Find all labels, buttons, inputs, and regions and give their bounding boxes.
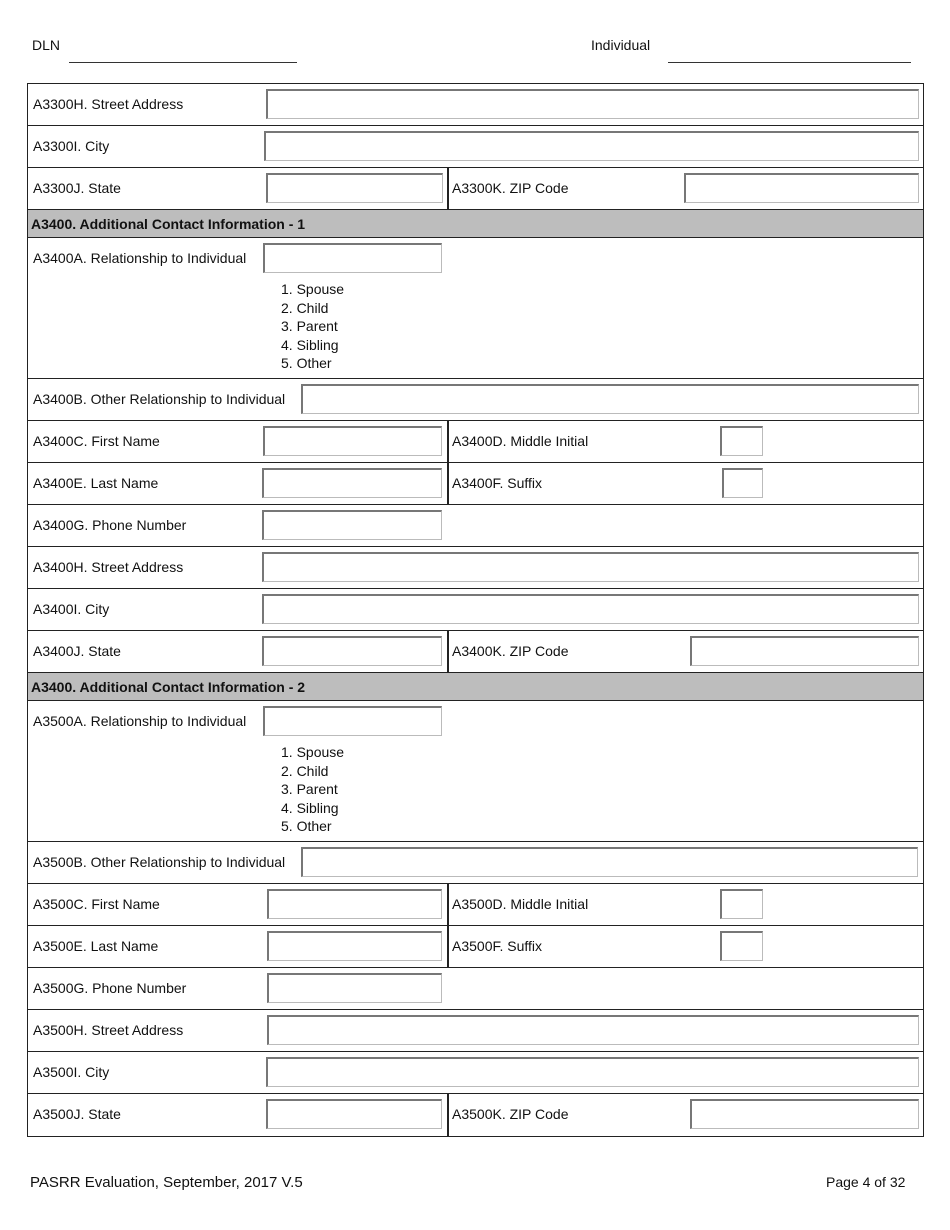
a3500g-phone-input[interactable]: [267, 973, 442, 1003]
a3500d-middle-initial-input[interactable]: [720, 889, 763, 919]
a3400g-label: A3400G. Phone Number: [33, 517, 187, 533]
a3300k-zip-input[interactable]: [684, 173, 919, 203]
row-a3400g: [28, 505, 923, 547]
row-a3500j: [28, 1094, 923, 1136]
a3400k-zip-input[interactable]: [690, 636, 919, 666]
a3400j-state-input[interactable]: [262, 636, 442, 666]
a3500a-relationship-options: [281, 743, 344, 836]
option-item: 3. Parent: [281, 318, 338, 335]
a3500j-label: A3500J. State: [33, 1106, 121, 1122]
a3500g-label: A3500G. Phone Number: [33, 980, 187, 996]
row-a3300i: [28, 126, 923, 168]
a3500e-label: A3500E. Last Name: [33, 938, 159, 954]
a3400d-label: A3400D. Middle Initial: [452, 433, 589, 449]
a3500k-zip-input[interactable]: [690, 1099, 919, 1129]
a3300j-label: A3300J. State: [33, 180, 121, 196]
a3500d-label: A3500D. Middle Initial: [452, 896, 589, 912]
a3400d-middle-initial-input[interactable]: [720, 426, 763, 456]
column-divider: [447, 1094, 449, 1136]
row-a3400c: [28, 421, 923, 463]
row-a3500g: [28, 968, 923, 1010]
a3300h-street-address-input[interactable]: [266, 89, 919, 119]
a3500e-last-name-input[interactable]: [267, 931, 442, 961]
row-a3400h: [28, 547, 923, 589]
column-divider: [447, 463, 449, 504]
a3300j-state-input[interactable]: [266, 173, 443, 203]
a3500f-label: A3500F. Suffix: [452, 938, 543, 954]
a3500a-relationship-input[interactable]: [263, 706, 442, 736]
dln-line[interactable]: [69, 62, 297, 63]
a3500k-label: A3500K. ZIP Code: [452, 1106, 569, 1122]
a3400g-phone-input[interactable]: [262, 510, 442, 540]
a3500i-city-input[interactable]: [266, 1057, 919, 1087]
row-a3500a: [28, 701, 923, 842]
a3400b-label: A3400B. Other Relationship to Individual: [33, 391, 286, 407]
a3500a-label: A3500A. Relationship to Individual: [33, 713, 247, 729]
column-divider: [447, 168, 449, 209]
footer-document-info: PASRR Evaluation, September, 2017 V.5: [30, 1174, 303, 1191]
option-item: 2. Child: [281, 299, 329, 316]
a3400e-last-name-input[interactable]: [262, 468, 442, 498]
a3400i-city-input[interactable]: [262, 594, 919, 624]
row-a3400a: [28, 238, 923, 379]
row-a3500c: [28, 884, 923, 926]
contact-form: [27, 83, 924, 1137]
a3400k-label: A3400K. ZIP Code: [452, 643, 569, 659]
option-item: 1. Spouse: [281, 281, 345, 297]
section-title-contact-1: A3400. Additional Contact Information - 1: [31, 216, 306, 232]
row-a3300h: [28, 84, 923, 126]
a3500i-label: A3500I. City: [33, 1064, 110, 1080]
option-item: 5. Other: [281, 355, 332, 372]
a3500f-suffix-input[interactable]: [720, 931, 763, 961]
a3500b-label: A3500B. Other Relationship to Individual: [33, 854, 286, 870]
a3300i-label: A3300I. City: [33, 138, 110, 154]
a3500j-state-input[interactable]: [266, 1099, 442, 1129]
row-a3400i: [28, 589, 923, 631]
a3400j-label: A3400J. State: [33, 643, 121, 659]
a3500h-label: A3500H. Street Address: [33, 1022, 184, 1038]
dln-label: DLN: [32, 37, 61, 53]
section-title-contact-2: A3400. Additional Contact Information - 2: [31, 679, 306, 695]
a3300h-label: A3300H. Street Address: [33, 96, 184, 112]
a3400c-first-name-input[interactable]: [263, 426, 442, 456]
section-header-contact-1: [28, 210, 923, 238]
row-a3300j: [28, 168, 923, 210]
a3400a-relationship-input[interactable]: [263, 243, 442, 273]
a3400e-label: A3400E. Last Name: [33, 475, 159, 491]
row-a3400b: [28, 379, 923, 421]
option-item: 2. Child: [281, 762, 329, 779]
a3400b-other-relationship-input[interactable]: [301, 384, 919, 414]
footer-page-number: Page 4 of 32: [826, 1174, 906, 1190]
individual-line[interactable]: [668, 62, 911, 63]
row-a3400e: [28, 463, 923, 505]
option-item: 3. Parent: [281, 781, 338, 798]
option-item: 5. Other: [281, 818, 332, 835]
row-a3500i: [28, 1052, 923, 1094]
a3500c-first-name-input[interactable]: [267, 889, 442, 919]
option-item: 1. Spouse: [281, 744, 345, 760]
a3400a-relationship-options: [281, 280, 344, 373]
option-item: 4. Sibling: [281, 336, 339, 353]
individual-label: Individual: [591, 37, 651, 53]
option-item: 4. Sibling: [281, 799, 339, 816]
column-divider: [447, 631, 449, 672]
a3400f-suffix-input[interactable]: [722, 468, 763, 498]
a3400c-label: A3400C. First Name: [33, 433, 160, 449]
a3400i-label: A3400I. City: [33, 601, 110, 617]
a3500c-label: A3500C. First Name: [33, 896, 160, 912]
a3400f-label: A3400F. Suffix: [452, 475, 543, 491]
a3500h-street-address-input[interactable]: [267, 1015, 919, 1045]
column-divider: [447, 884, 449, 925]
section-header-contact-2: [28, 673, 923, 701]
row-a3400j: [28, 631, 923, 673]
a3400h-label: A3400H. Street Address: [33, 559, 184, 575]
row-a3500e: [28, 926, 923, 968]
row-a3500b: [28, 842, 923, 884]
a3500b-other-relationship-input[interactable]: [301, 847, 918, 877]
a3300i-city-input[interactable]: [264, 131, 919, 161]
a3400h-street-address-input[interactable]: [262, 552, 919, 582]
column-divider: [447, 926, 449, 967]
a3400a-label: A3400A. Relationship to Individual: [33, 250, 247, 266]
a3300k-label: A3300K. ZIP Code: [452, 180, 569, 196]
row-a3500h: [28, 1010, 923, 1052]
column-divider: [447, 421, 449, 462]
